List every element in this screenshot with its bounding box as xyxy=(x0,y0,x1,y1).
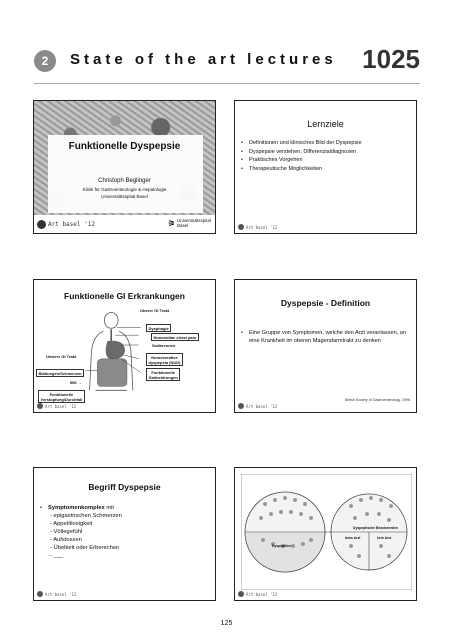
logo-circle-icon xyxy=(238,591,244,597)
logo-text: Art basel '12 xyxy=(246,591,278,597)
university-logo xyxy=(168,218,211,228)
list-item: - Völlegefühl xyxy=(50,529,83,535)
logo-text: Art basel '12 xyxy=(246,403,278,409)
label-doctor-visit: beim Arzt xyxy=(345,536,361,540)
slide5-bullet-list xyxy=(40,504,114,512)
label-dyspeptiker: Dyspeptiker xyxy=(272,544,292,548)
label-ibs: IBS → xyxy=(70,380,82,385)
list-item: - Aufstossen xyxy=(50,537,82,543)
slide1-location: Universitätsspital Basel xyxy=(101,194,148,199)
university-line2: Basel xyxy=(176,223,189,228)
list-item: • Eine Gruppe von Symptomen, welche den Arzt veranlassen, an eine Krankheit im oberen Magendarmtrakt zu denken xyxy=(241,330,411,345)
logo-circle-icon xyxy=(37,220,46,229)
stomach-organ xyxy=(106,329,125,359)
list-item: - Übelkeit oder Erberechen xyxy=(50,545,120,551)
art-basel-logo xyxy=(238,591,277,597)
logo-circle-icon xyxy=(238,403,244,409)
label-dyspeptic-complaints: Dyspeptische Beschwerden xyxy=(353,526,399,530)
logo-text: Art basel '12 xyxy=(246,224,278,230)
section-number-badge: 2 xyxy=(34,50,56,72)
slide5-title: Begriff Dyspepsie xyxy=(88,482,161,492)
intestine-organ xyxy=(97,359,127,387)
slide-definition xyxy=(234,279,417,413)
label-dysphagia: Dysphagie xyxy=(146,324,171,332)
label-gallbladder: Funktionelle Gallestörungen xyxy=(146,368,180,381)
university-line1: Universitätsspital xyxy=(176,218,211,223)
logo-circle-icon xyxy=(37,403,43,409)
label-nud: Nonulcerative dyspepsia (NUD) xyxy=(146,353,183,366)
label-no-doctor: kein Arzt xyxy=(377,536,392,540)
list-item: - ___ xyxy=(50,553,64,559)
logo-text: Art basel '12 xyxy=(45,403,77,409)
slide2-title: Lernziele xyxy=(307,119,344,129)
list-item: - Appetitlosigkeit xyxy=(50,521,93,527)
list-item: • Dyspepsie verstehen, Differenzialdiagnosen xyxy=(241,148,362,157)
art-basel-logo xyxy=(37,591,76,597)
slide1-institution: Klinik für Gastroenterologie & Hepatologie xyxy=(82,187,167,192)
page-number: 125 xyxy=(220,620,233,627)
slide4-bullet-list xyxy=(241,330,411,345)
slide1-title: Funktionelle Dyspepsie xyxy=(68,141,181,152)
logo-text: Art basel '12 xyxy=(45,591,77,597)
population-diagram xyxy=(241,474,412,590)
slide1-footer xyxy=(34,215,215,233)
label-noncardiac-chest-pain: Noncardiac chest pain xyxy=(151,333,199,341)
art-basel-logo xyxy=(37,220,95,229)
list-item: • Symptomenkomplex mit xyxy=(40,504,114,512)
logo-circle-icon xyxy=(37,591,43,597)
art-basel-logo xyxy=(37,403,76,409)
header-divider xyxy=(34,83,420,84)
slide-begriff xyxy=(33,467,216,601)
page-code: 1025 xyxy=(362,44,420,74)
art-basel-logo xyxy=(238,403,277,409)
slide-title xyxy=(33,100,216,234)
label-lower-gi: Unterer GI Trakt xyxy=(46,354,77,359)
list-item: • Praktisches Vorgehen xyxy=(241,156,362,165)
slide-lernziele xyxy=(234,100,417,234)
logo-text: Art basel '12 xyxy=(48,221,95,228)
section-title: State of the art lectures xyxy=(70,51,337,68)
population-circle-left xyxy=(245,492,325,572)
label-heartburn: Sodbrennen xyxy=(152,343,176,348)
art-basel-logo xyxy=(238,224,277,230)
slide-population-diagram xyxy=(234,467,417,601)
slide2-bullet-list xyxy=(241,139,362,173)
label-bloating: Blähungen/Schmerzen xyxy=(36,369,84,377)
slide1-author: Christoph Beglinger xyxy=(98,178,151,184)
slide4-source: British Society of Gastroenterology, 1996 xyxy=(344,398,410,402)
slide5-symptom-list xyxy=(50,512,122,560)
label-upper-gi: Oberer GI Trakt xyxy=(140,308,170,313)
label-constipation: Funktionelle Verstopfung/Durchfall xyxy=(38,390,85,403)
list-item: • Therapeutische Möglichkeiten xyxy=(241,165,362,174)
section-header xyxy=(34,44,420,78)
slide3-title: Funktionelle GI Erkrankungen xyxy=(64,291,185,301)
logo-circle-icon xyxy=(238,224,244,230)
list-item: - epigastrischen Schmerzen xyxy=(50,513,122,519)
population-circle-right xyxy=(331,494,407,570)
slide4-title: Dyspepsie - Definition xyxy=(280,298,371,308)
university-mark-icon: ⚞ xyxy=(167,218,175,228)
slide-gi-disorders xyxy=(33,279,216,413)
list-item: • Definitionen und klinisches Bild der Dyspepsie xyxy=(241,139,362,148)
